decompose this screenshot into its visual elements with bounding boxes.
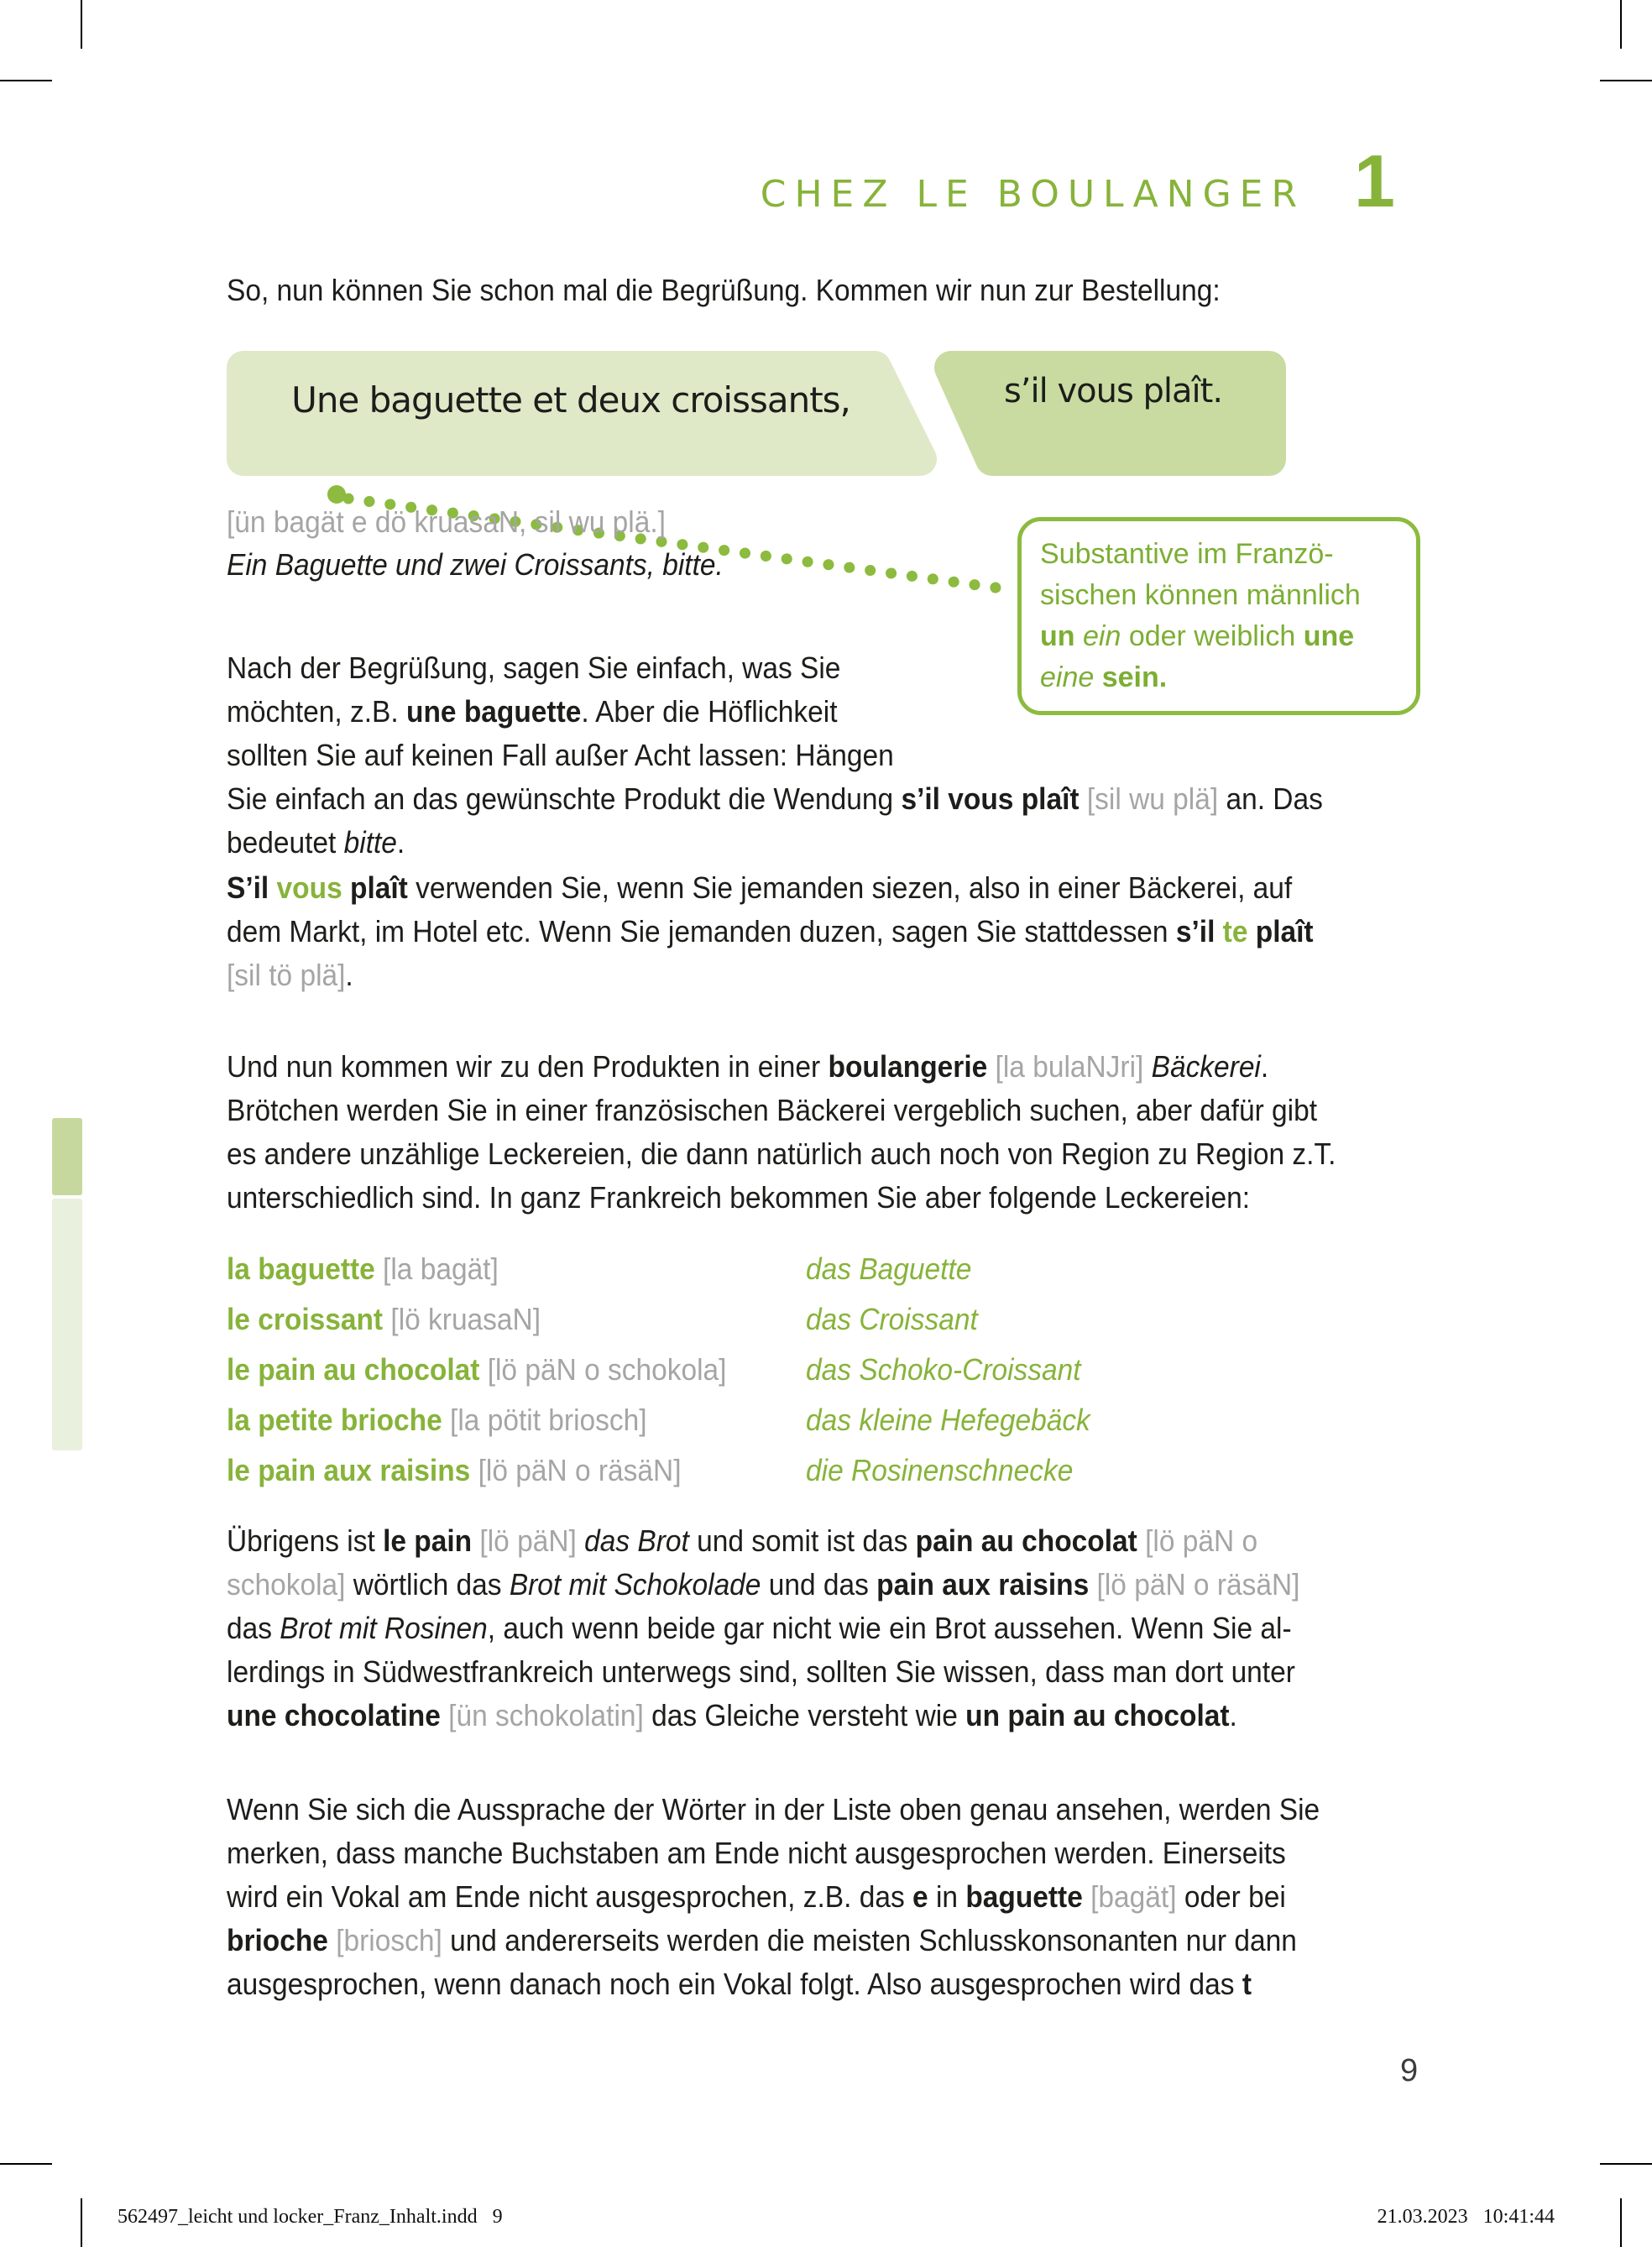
text-segment: ein bbox=[1074, 620, 1129, 652]
text-segment: es andere unzählige Leckereien, die dann natürlich auch noch von Region zu Region z.T. bbox=[227, 1137, 1336, 1171]
vocab-phonetic: [la pötit briosch] bbox=[450, 1403, 647, 1437]
vocab-row bbox=[227, 1445, 1074, 1496]
text-line bbox=[227, 1132, 1336, 1176]
text-line bbox=[227, 1045, 1336, 1089]
paragraph-pronunciation bbox=[227, 1788, 1402, 2006]
text-segment: sein. bbox=[1101, 661, 1168, 693]
text-segment: Brot mit Rosinen bbox=[280, 1611, 488, 1645]
text-segment: brioche bbox=[227, 1923, 328, 1957]
vocab-row bbox=[227, 1395, 1090, 1445]
text-segment: in bbox=[928, 1879, 966, 1914]
crop-mark-top-left-horizontal bbox=[0, 80, 52, 81]
footer-timestamp: 21.03.2023 10:41:44 bbox=[1377, 2206, 1555, 2228]
vocab-translation: das kleine Hefegebäck bbox=[806, 1403, 1090, 1437]
text-segment: eine bbox=[1040, 661, 1102, 693]
text-segment: [lö päN] bbox=[472, 1523, 585, 1558]
text-segment: oder weiblich bbox=[1128, 620, 1304, 652]
vocab-term: la baguette bbox=[227, 1252, 384, 1286]
text-segment: unterschiedlich sind. In ganz Frankreich bekommen Sie aber folgende Leckereien: bbox=[227, 1180, 1250, 1215]
text-segment: s’il bbox=[1175, 914, 1223, 948]
text-segment: une baguette bbox=[406, 694, 582, 729]
vocab-row bbox=[227, 1294, 978, 1345]
text-segment: un bbox=[1040, 620, 1075, 652]
text-line bbox=[227, 1788, 1320, 1832]
text-segment: bitte bbox=[343, 825, 397, 860]
text-segment: pain au chocolat bbox=[915, 1523, 1137, 1558]
text-segment: schokola] bbox=[227, 1567, 346, 1602]
text-line bbox=[227, 1176, 1336, 1220]
crop-mark-bottom-right-vertical bbox=[1620, 2198, 1622, 2247]
text-segment: te bbox=[1222, 914, 1248, 948]
paragraph-politeness bbox=[227, 866, 1395, 997]
text-segment: [lö päN o bbox=[1137, 1523, 1258, 1558]
crop-mark-bottom-right-horizontal bbox=[1600, 2163, 1652, 2165]
vocab-translation: das Baguette bbox=[806, 1252, 972, 1286]
text-segment: [ün schokolatin] bbox=[440, 1698, 644, 1732]
text-segment: S’il bbox=[227, 870, 277, 905]
text-segment: das bbox=[227, 1611, 280, 1645]
text-segment: [sil wu plä] bbox=[1079, 781, 1219, 816]
bubble-left-text: Une baguette et deux croissants, bbox=[291, 379, 850, 421]
text-segment: vous bbox=[276, 870, 342, 905]
bubble-right-text: s’il vous plaît. bbox=[1003, 372, 1223, 410]
text-segment: sollten Sie auf keinen Fall außer Acht lassen: Hängen bbox=[227, 738, 894, 772]
page-number: 9 bbox=[1400, 2053, 1419, 2088]
text-segment: Und nun kommen wir zu den Produkten in einer bbox=[227, 1049, 829, 1084]
vocab-list bbox=[227, 1244, 1090, 1496]
text-segment: pain aux raisins bbox=[876, 1567, 1090, 1602]
text-segment: das Brot bbox=[584, 1523, 689, 1558]
text-segment: baguette bbox=[965, 1879, 1083, 1914]
translation-line: Ein Baguette und zwei Croissants, bitte. bbox=[227, 547, 724, 582]
paragraph-boulangerie bbox=[227, 1045, 1419, 1220]
paragraph-ordering bbox=[227, 646, 1405, 865]
crop-mark-bottom-left-horizontal bbox=[0, 2163, 52, 2165]
text-segment: s’il vous plaît bbox=[901, 781, 1080, 816]
text-segment: [sil tö plä] bbox=[227, 958, 346, 992]
chapter-margin-tab-light bbox=[52, 1199, 82, 1450]
chapter-number: 1 bbox=[1354, 139, 1395, 222]
vocab-term: la petite brioche bbox=[227, 1403, 451, 1437]
phonetic-line: [ün bagät e dö kruasaN, sil wu plä.] bbox=[227, 504, 666, 539]
text-line bbox=[227, 1962, 1320, 2006]
text-line bbox=[227, 910, 1314, 954]
text-segment: Bäckerei bbox=[1151, 1049, 1261, 1084]
vocab-translation: das Croissant bbox=[806, 1302, 978, 1336]
vocab-translation: die Rosinenschnecke bbox=[806, 1453, 1074, 1487]
text-line bbox=[227, 1607, 1299, 1650]
vocab-phonetic: [lö kruasaN] bbox=[390, 1302, 541, 1336]
vocab-phonetic: [lö päN o schokola] bbox=[487, 1352, 727, 1387]
text-segment: lerdings in Südwestfrankreich unterwegs sind, sollten Sie wissen, dass man dort unter bbox=[227, 1654, 1295, 1689]
text-segment: plaît bbox=[1247, 914, 1314, 948]
text-segment: verwenden Sie, wenn Sie jemanden siezen, also in einer Bäckerei, auf bbox=[407, 870, 1293, 905]
vocab-row bbox=[227, 1244, 972, 1294]
text-segment: [lö päN o räsäN] bbox=[1089, 1567, 1300, 1602]
text-segment: ausgesprochen, wenn danach noch ein Vokal folgt. Also ausgesprochen wird das bbox=[227, 1967, 1242, 2001]
footer-filename: 562497_leicht und locker_Franz_Inhalt.indd 9 bbox=[118, 2206, 503, 2228]
text-segment: , auch wenn beide gar nicht wie ein Brot aussehen. Wenn Sie al- bbox=[487, 1611, 1292, 1645]
text-segment: wörtlich das bbox=[345, 1567, 510, 1602]
text-line bbox=[227, 1650, 1299, 1694]
text-segment: [briosch] bbox=[327, 1923, 442, 1957]
text-segment: sischen können männlich bbox=[1040, 579, 1361, 611]
text-line bbox=[227, 1832, 1320, 1875]
text-segment: merken, dass manche Buchstaben am Ende nicht ausgesprochen werden. Einerseits bbox=[227, 1836, 1286, 1870]
text-segment: une bbox=[1303, 620, 1355, 652]
dotted-connector-start-dot bbox=[327, 485, 346, 504]
vocab-row bbox=[227, 1345, 1081, 1395]
text-segment: wird ein Vokal am Ende nicht ausgesprochen, z.B. das bbox=[227, 1879, 913, 1914]
text-line bbox=[227, 777, 1323, 821]
text-line bbox=[227, 1694, 1299, 1738]
text-segment: . bbox=[396, 825, 405, 860]
text-segment: Brot mit Schokolade bbox=[509, 1567, 761, 1602]
vocab-term: le pain au chocolat bbox=[227, 1352, 488, 1387]
text-segment: . bbox=[345, 958, 353, 992]
vocab-term: le croissant bbox=[227, 1302, 391, 1336]
text-segment: Nach der Begrüßung, sagen Sie einfach, was Sie bbox=[227, 651, 841, 685]
text-segment: möchten, z.B. bbox=[227, 694, 407, 729]
text-segment: plaît bbox=[342, 870, 408, 905]
text-line bbox=[227, 1875, 1320, 1919]
text-line bbox=[1040, 534, 1398, 575]
paragraph-pain-etymology bbox=[227, 1519, 1381, 1738]
crop-mark-bottom-left-vertical bbox=[81, 2198, 82, 2247]
text-segment: Wenn Sie sich die Aussprache der Wörter in der Liste oben genau ansehen, werden Sie bbox=[227, 1792, 1320, 1826]
text-segment: Substantive im Franzö- bbox=[1040, 538, 1334, 570]
chapter-header bbox=[227, 139, 1395, 222]
text-line bbox=[227, 821, 1323, 865]
text-segment: dem Markt, im Hotel etc. Wenn Sie jemanden duzen, sagen Sie stattdessen bbox=[227, 914, 1176, 948]
text-segment: t bbox=[1242, 1967, 1252, 2001]
text-segment: oder bei bbox=[1176, 1879, 1286, 1914]
text-segment: . bbox=[1260, 1049, 1269, 1084]
text-segment: e bbox=[912, 1879, 928, 1914]
chapter-title: CHEZ LE BOULANGER bbox=[760, 173, 1306, 216]
text-line bbox=[227, 1089, 1336, 1132]
text-segment: das Gleiche versteht wie bbox=[643, 1698, 966, 1732]
text-segment: an. Das bbox=[1218, 781, 1323, 816]
text-segment: une chocolatine bbox=[227, 1698, 441, 1732]
text-segment: Brötchen werden Sie in einer französischen Bäckerei vergeblich suchen, aber dafür gibt bbox=[227, 1093, 1318, 1127]
crop-mark-top-right-horizontal bbox=[1600, 80, 1652, 81]
text-segment: [la bulaNJri] bbox=[987, 1049, 1152, 1084]
text-segment: Sie einfach an das gewünschte Produkt die Wendung bbox=[227, 781, 902, 816]
text-line bbox=[227, 646, 1323, 690]
vocab-phonetic: [lö päN o räsäN] bbox=[478, 1453, 682, 1487]
text-line bbox=[227, 690, 1323, 734]
text-line bbox=[227, 866, 1314, 910]
text-line bbox=[227, 1919, 1320, 1962]
text-segment: und das bbox=[761, 1567, 877, 1602]
text-segment: . Aber die Höflichkeit bbox=[581, 694, 838, 729]
text-segment: und andererseits werden die meisten Schlusskonsonanten nur dann bbox=[442, 1923, 1297, 1957]
crop-mark-top-right-vertical bbox=[1620, 0, 1622, 49]
text-segment: . bbox=[1229, 1698, 1237, 1732]
text-line bbox=[1040, 575, 1398, 616]
text-line bbox=[227, 954, 1314, 997]
text-segment: Übrigens ist bbox=[227, 1523, 384, 1558]
text-line bbox=[227, 734, 1323, 777]
text-segment: bedeutet bbox=[227, 825, 344, 860]
vocab-term: le pain aux raisins bbox=[227, 1453, 478, 1487]
intro-text: So, nun können Sie schon mal die Begrüßung. Kommen wir nun zur Bestellung: bbox=[227, 273, 1221, 307]
text-segment: boulangerie bbox=[828, 1049, 988, 1084]
text-segment: [bagät] bbox=[1082, 1879, 1177, 1914]
text-segment: und somit ist das bbox=[688, 1523, 916, 1558]
text-segment: un pain au chocolat bbox=[965, 1698, 1230, 1732]
vocab-translation: das Schoko-Croissant bbox=[806, 1352, 1081, 1387]
text-line bbox=[227, 1563, 1299, 1607]
vocab-phonetic: [la bagät] bbox=[383, 1252, 499, 1286]
text-segment: le pain bbox=[383, 1523, 473, 1558]
crop-mark-top-left-vertical bbox=[81, 0, 82, 49]
chapter-margin-tab-dark bbox=[52, 1118, 82, 1195]
text-line bbox=[227, 1519, 1299, 1563]
